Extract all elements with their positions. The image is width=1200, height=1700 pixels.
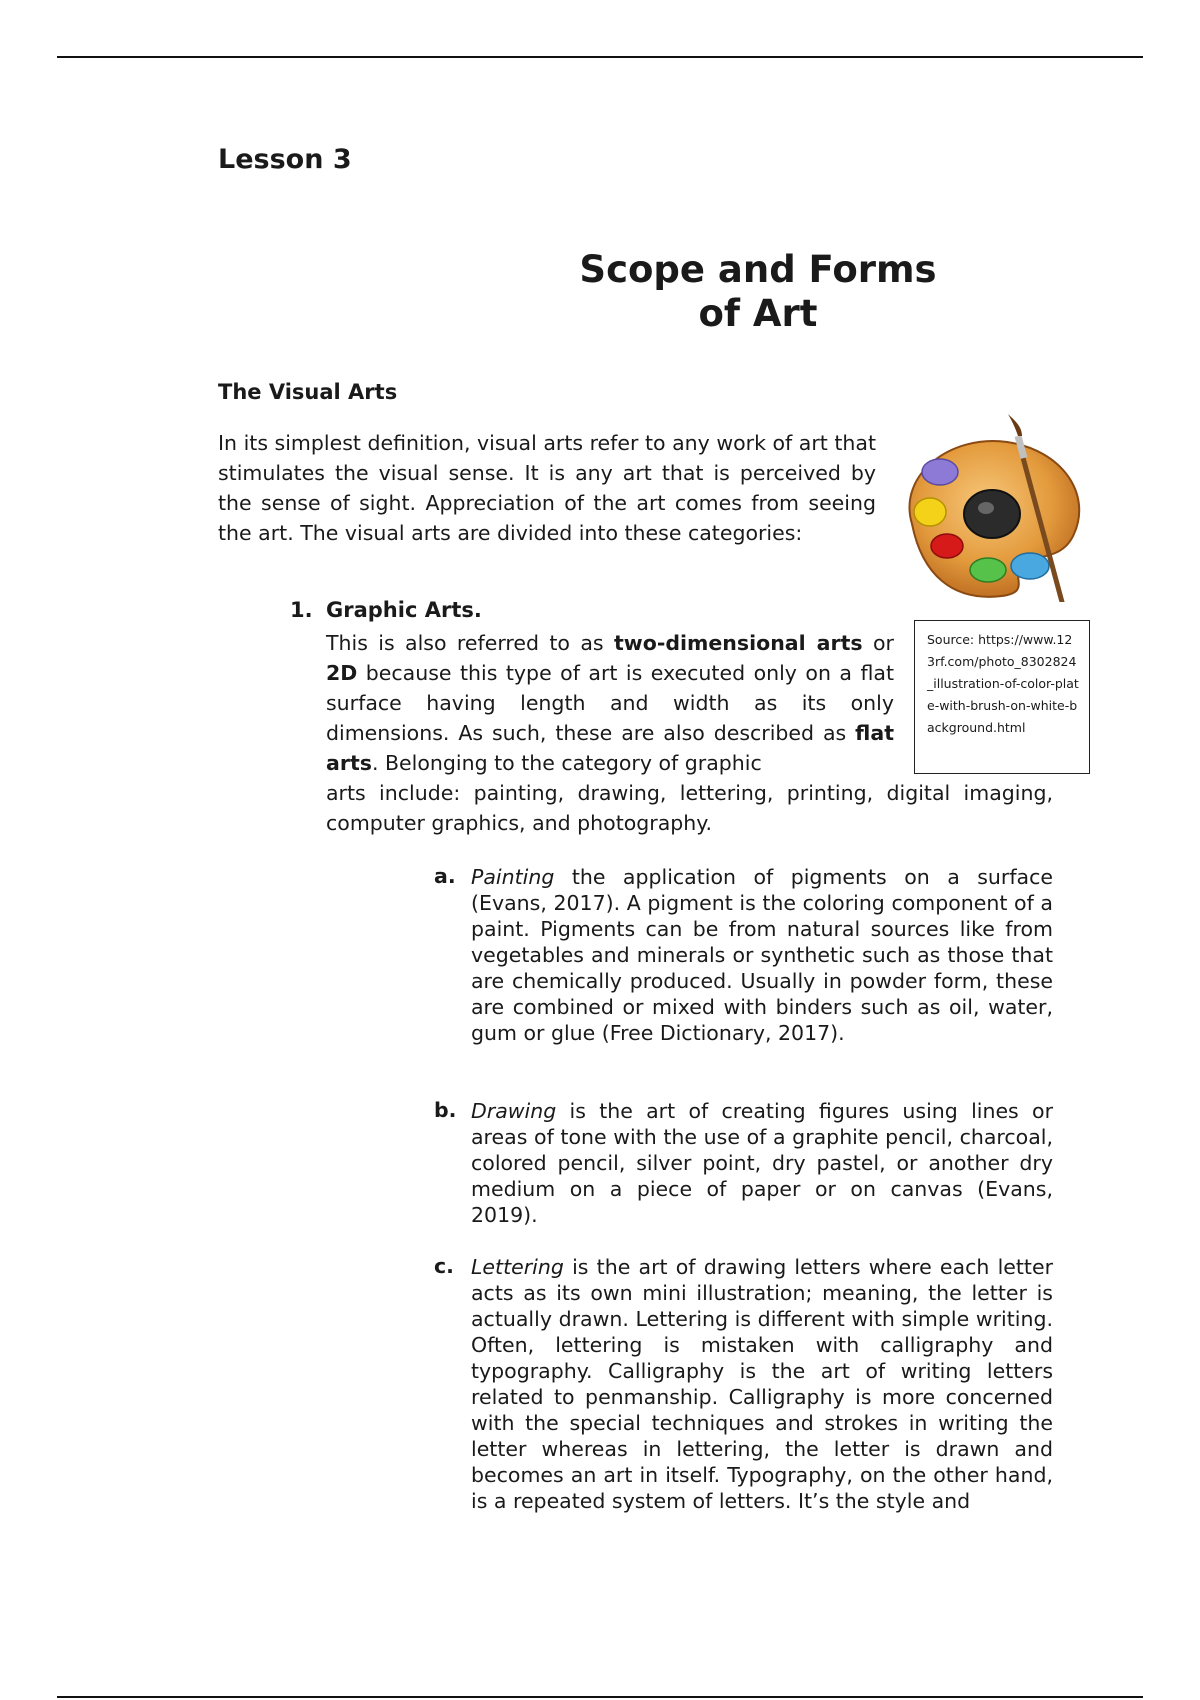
sub-item-letter: c. [434,1254,454,1278]
list-number: 1. [290,598,313,622]
title-line-1: Scope and Forms [579,248,937,291]
title-line-2: of Art [698,292,818,335]
bottom-rule [57,1696,1143,1698]
lesson-label: Lesson 3 [218,144,352,175]
bold-term-flat-arts: flat arts [326,721,894,775]
graphic-arts-description [326,628,894,778]
drawing-description [471,1098,1053,1228]
text-run: the application of pigments on a surface (Evans, 2017). A pigment is the coloring component of a paint. Pigments can be from natural sources like from vegetables and minerals or synthetic such as those that are chemically produced. Usually in powder form, these are combined or mixed with binders such as oil, water, gum or glue (Free Dictionary, 2017). [471,865,1053,1045]
bold-term-2d-arts: two-dimensional arts [614,631,863,655]
text-run: because this type of art is executed only on a flat surface having length and width as its only dimensions. As such, these are also described as [326,661,894,745]
section-heading: The Visual Arts [218,380,398,404]
term-lettering: Lettering [471,1255,564,1279]
term-drawing: Drawing [471,1099,557,1123]
graphic-arts-list: arts include: painting, drawing, lettering, printing, digital imaging, computer graphics, and photography. [326,781,1053,835]
text-run: or [862,631,894,655]
page-title [570,248,946,336]
intro-paragraph: In its simplest definition, visual arts refer to any work of art that stimulates the visual sense. It is any art that is perceived by the sense of sight. Appreciation of the art comes from seeing the art. The visual arts are divided into these categories: [218,431,876,545]
sub-item-letter: b. [434,1098,457,1122]
text-run: This is also referred to as [326,631,614,655]
graphic-arts-heading: Graphic Arts. [326,598,482,622]
text-run: is the art of creating figures using lines or areas of tone with the use of a graphite pencil, charcoal, colored pencil, silver point, dry pastel, or another dry medium on a piece of paper or on canvas (Evans, 2019). [471,1099,1053,1227]
text-run: . Belonging to the category of graphic [371,751,762,775]
painting-description [471,864,1053,1046]
sub-item-letter: a. [434,864,456,888]
bold-term-2d: 2D [326,661,358,685]
term-painting: Painting [471,865,555,889]
lettering-description [471,1254,1053,1514]
top-rule [57,56,1143,58]
text-run: is the art of drawing letters where each letter acts as its own mini illustration; meaning, the letter is actually drawn. Lettering is different with simple writing. Often, lettering is mistaken with calligraphy and typography. Calligraphy is the art of writing letters related to penmanship. Calligraphy is more concerned with the special techniques and strokes in writing the letter whereas in lettering, the letter is drawn and becomes an art in itself. Typography, on the other hand, is a repeated system of letters. It’s the style and [471,1255,1053,1513]
paint-palette-illustration [892,414,1096,602]
image-source-caption: Source: https://www.123rf.com/photo_8302824_illustration-of-color-plate-with-brush-on-white-background.html [914,620,1090,774]
